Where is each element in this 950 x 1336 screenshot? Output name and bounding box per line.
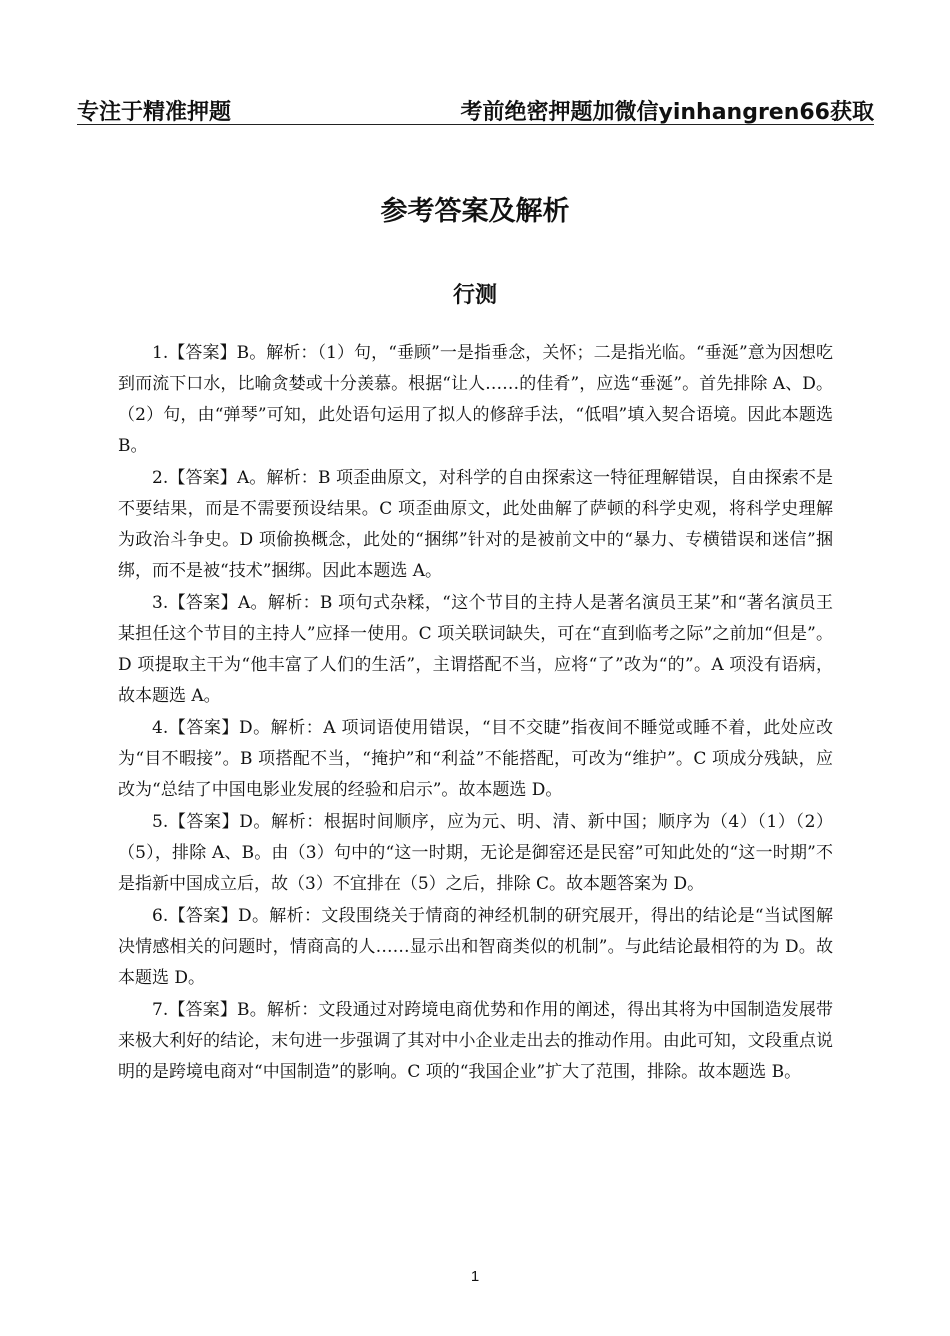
section-title: 行测	[452, 283, 497, 308]
answer-list	[118, 338, 833, 1089]
answer-explanation: 。解析：根据时间顺序，应为元、明、清、新中国；顺序为（4）（1）（2）（5），排除 A、B。由（3）句中的“这一时期，无论是御窑还是民窑”可知此处的“这一时期”不是指新中国成立后，故（3）不宜排在（5）之后，排除 C。故本题答案为 D。	[118, 812, 834, 894]
answer-choice: D	[237, 906, 252, 926]
answer-tag: 【答案】	[168, 718, 239, 738]
header-right-text: 考前绝密押题加微信yinhangren66获取	[460, 100, 874, 125]
answer-choice: D	[239, 812, 253, 832]
answer-choice: B	[237, 1000, 250, 1020]
answer-explanation: 。解析：（1）句，“垂顾”一是指垂念，关怀；二是指光临。“垂涎”意为因想吃到而流下口水，比喻贪婪或十分羡慕。根据“让人……的佳肴”，应选“垂涎”。首先排除 A、D。（2）句，由“弹琴”可知，此处语句运用了拟人的修辞手法，“低唱”填入契合语境。因此本题选 B。	[118, 343, 834, 456]
answer-explanation: 。解析：A 项词语使用错误，“目不交睫”指夜间不睡觉或睡不着，此处应改为“目不暇接”。B 项搭配不当，“掩护”和“利益”不能搭配，可改为“维护”。C 项成分残缺，应改为“总结了中国电影业发展的经验和启示”。故本题选 D。	[118, 718, 834, 800]
answer-choice: B	[236, 343, 250, 363]
page-title: 参考答案及解析	[380, 196, 570, 227]
answer-explanation: 。解析：文段通过对跨境电商优势和作用的阐述，得出其将为中国制造发展带来极大利好的结论，末句进一步强调了其对中小企业走出去的推动作用。由此可知，文段重点说明的是跨境电商对“中国制造”的影响。C 项的“我国企业”扩大了范围，排除。故本题选 B。	[118, 1000, 834, 1082]
answer-tag: 【答案】	[168, 468, 237, 488]
answer-number: 1.	[152, 343, 169, 363]
answer-number: 4.	[152, 718, 169, 738]
answer-tag: 【答案】	[168, 343, 237, 363]
answer-item-6	[118, 901, 833, 994]
answer-choice: A	[237, 593, 251, 613]
page-number: 1	[470, 1268, 480, 1285]
header-divider	[77, 124, 874, 125]
answer-item-1	[118, 338, 833, 462]
header-left-text: 专注于精准押题	[77, 100, 232, 125]
answer-number: 2.	[152, 468, 169, 488]
answer-number: 6.	[152, 906, 169, 926]
answer-tag: 【答案】	[168, 593, 238, 613]
answer-number: 5.	[152, 812, 169, 832]
answer-item-3	[118, 588, 833, 712]
answer-number: 7.	[152, 1000, 169, 1020]
answer-choice: A	[236, 468, 250, 488]
answer-tag: 【答案】	[168, 906, 238, 926]
answer-item-7	[118, 995, 833, 1088]
answer-explanation: 。解析：B 项句式杂糅，“这个节目的主持人是著名演员王某”和“著名演员王某担任这个节目的主持人”应择一使用。C 项关联词缺失，可在“直到临考之际”之前加“但是”。D 项提取主干为“他丰富了人们的生活”，主谓搭配不当，应将“了”改为“的”。A 项没有语病，故本题选 A。	[118, 593, 834, 706]
answer-item-4	[118, 713, 833, 806]
answer-item-5	[118, 807, 833, 900]
answer-number: 3.	[152, 593, 169, 613]
answer-item-2	[118, 463, 833, 587]
answer-tag: 【答案】	[168, 812, 240, 832]
answer-explanation: 。解析：B 项歪曲原文，对科学的自由探索这一特征理解错误，自由探索不是不要结果，而是不需要预设结果。C 项歪曲原文，此处曲解了萨顿的科学史观，将科学史理解为政治斗争史。D 项偷换概念，此处的“捆绑”针对的是被前文中的“暴力、专横错误和迷信”捆绑，而不是被“技术”捆绑。因此本题选 A。	[118, 468, 833, 581]
answer-choice: D	[238, 718, 253, 738]
answer-explanation: 。解析：文段围绕关于情商的神经机制的研究展开，得出的结论是“当试图解决情感相关的问题时，情商高的人……显示出和智商类似的机制”。与此结论最相符的为 D。故本题选 D。	[118, 906, 833, 988]
answer-tag: 【答案】	[168, 1000, 238, 1020]
